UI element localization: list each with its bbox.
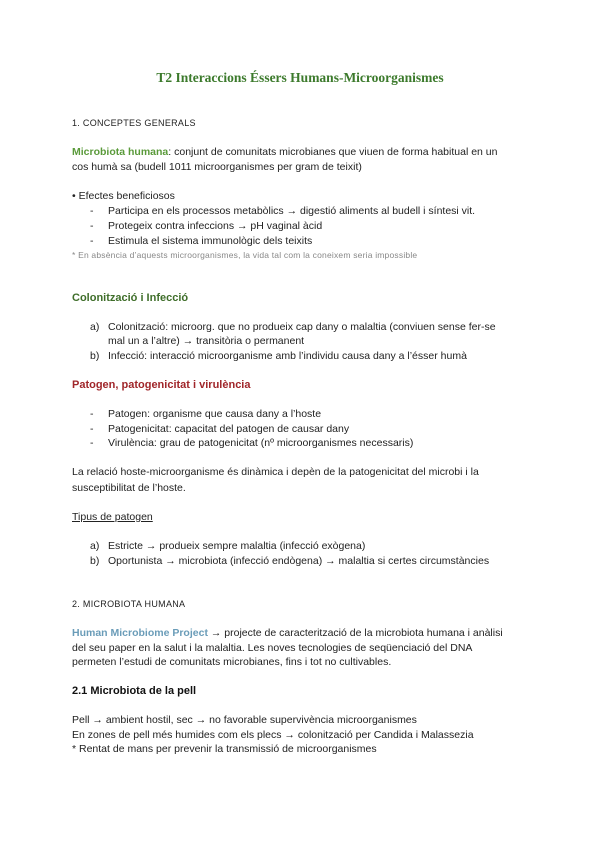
hmp-line-2: del seu paper en la salut i la malaltia. Les noves tecnologies de seqüenciació del DNA — [72, 642, 473, 654]
pell-line-2: En zones de pell més humides com els plecs → colonització per Candida i Malassezia — [72, 729, 474, 741]
tipus-patogen-heading: Tipus de patogen — [72, 511, 153, 523]
colonitzacio-a-line-2: mal un a l’altre) → transitòria o permanent — [108, 335, 305, 347]
tipus-b-line: Oportunista → microbiota (infecció endògena) → malaltia si certes circumstàncies — [108, 555, 490, 567]
hmp-term: Human Microbiome Project — [72, 627, 208, 639]
effects-item-2: Protegeix contra infeccions → pH vaginal àcid — [108, 220, 323, 232]
relacio-paragraph-line-1: La relació hoste-microorganisme és dinàmica i depèn de la patogenicitat del microbi i la — [72, 466, 479, 478]
effects-heading: • Efectes beneficiosos — [72, 190, 175, 202]
hmp-line-1 — [72, 627, 503, 639]
pell-line-1: Pell → ambient hostil, sec → no favorable supervivència microorganismes — [72, 714, 417, 726]
patogen-heading: Patogen, patogenicitat i virulència — [72, 379, 251, 391]
pell-heading: 2.1 Microbiota de la pell — [72, 685, 197, 697]
effects-dash-2: - — [90, 220, 94, 232]
hmp-definition-text: → projecte de caracterització de la microbiota humana i anàlisi — [207, 627, 503, 639]
colonitzacio-heading: Colonització i Infecció — [72, 292, 189, 304]
section-1-heading: 1. CONCEPTES GENERALS — [72, 118, 196, 128]
microbiota-definition-line-2: cos humà sa (budell 1011 microorganismes per gram de teixit) — [72, 161, 362, 173]
section-2-heading: 2. MICROBIOTA HUMANA — [72, 599, 186, 609]
effects-note: * En absència d’aquests microorganismes, la vida tal com la coneixem seria impossible — [72, 250, 418, 260]
colonitzacio-b-marker: b) — [90, 350, 100, 362]
pell-line-3: * Rentat de mans per prevenir la transmissió de microorganismes — [72, 743, 377, 755]
patogen-item-3: Virulència: grau de patogenicitat (nº microorganismes necessaris) — [108, 437, 414, 449]
patogen-item-2: Patogenicitat: capacitat del patogen de causar dany — [108, 423, 350, 435]
microbiota-definition-text: : conjunt de comunitats microbianes que viuen de forma habitual en un — [168, 146, 498, 158]
microbiota-definition-line-1 — [72, 146, 497, 158]
relacio-paragraph-line-2: susceptibilitat de l’hoste. — [72, 482, 186, 494]
colonitzacio-b-line: Infecció: interacció microorganisme amb l’individu causa dany a l’ésser humà — [108, 350, 467, 362]
effects-item-3: Estimula el sistema immunològic dels teixits — [108, 235, 313, 247]
hmp-line-3: permeten l’estudi de comunitats microbianes, fins i tot no cultivables. — [72, 656, 392, 668]
colonitzacio-a-marker: a) — [90, 321, 100, 333]
patogen-item-1: Patogen: organisme que causa dany a l’hoste — [108, 408, 322, 420]
tipus-a-marker: a) — [90, 540, 100, 552]
patogen-dash-2: - — [90, 423, 94, 435]
microbiota-term: Microbiota humana — [72, 146, 169, 158]
patogen-dash-3: - — [90, 437, 94, 449]
effects-item-1: Participa en els processos metabòlics → digestió aliments al budell i síntesi vit. — [108, 205, 476, 217]
tipus-a-line: Estricte → produeix sempre malaltia (infecció exògena) — [108, 540, 366, 552]
patogen-dash-1: - — [90, 408, 94, 420]
tipus-b-marker: b) — [90, 555, 100, 567]
page-title: T2 Interaccions Éssers Humans-Microorganismes — [156, 70, 444, 85]
colonitzacio-a-line-1: Colonització: microorg. que no produeix cap dany o malaltia (conviuen sense fer-se — [108, 321, 496, 333]
effects-dash-1: - — [90, 205, 94, 217]
effects-dash-3: - — [90, 235, 94, 247]
